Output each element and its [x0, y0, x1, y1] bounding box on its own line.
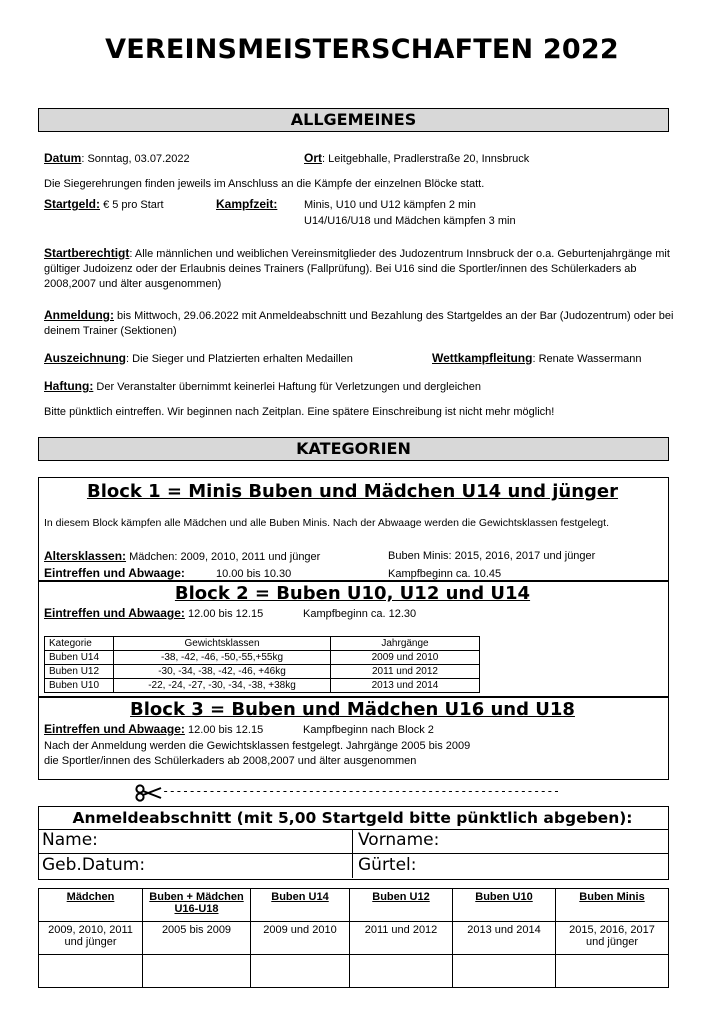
block1-eintreffen-value: 10.00 bis 10.30 [216, 568, 292, 580]
table-cell: -30, -34, -38, -42, -46, +46kg [114, 665, 331, 679]
header-gewichtsklassen: Gewichtsklassen [114, 637, 331, 651]
block3-eintreffen-line [44, 722, 263, 737]
altersklassen-line [44, 549, 320, 564]
checkbox-cell-u14[interactable] [251, 955, 350, 988]
table-cell: 2015, 2016, 2017 und jünger [556, 922, 669, 955]
startgeld-label: Startgeld: [44, 197, 101, 211]
checkbox-cell-minis[interactable] [556, 955, 669, 988]
block2-kampfbeginn: Kampfbeginn ca. 12.30 [303, 608, 417, 620]
wettkampfleitung-value: : Renate Wassermann [532, 353, 642, 365]
header-buben-u14: Buben U14 [251, 889, 350, 922]
table-row [45, 665, 480, 679]
form-divider [38, 829, 669, 830]
startgeld-line [44, 197, 164, 212]
anmeldung-text1: bis Mittwoch, 29.06.2022 mit Anmeldeabschnitt und Bezahlung des Startgeldes an der Bar (Judozentrum) oder bei [114, 310, 674, 322]
ort-line [304, 151, 529, 166]
datum-line [44, 151, 190, 166]
block3-line1: Nach der Anmeldung werden die Gewichtsklassen festgelegt. Jahrgänge 2005 bis 2009 [44, 740, 471, 752]
table-row [45, 651, 480, 665]
section-heading-kategorien: KATEGORIEN [38, 437, 669, 461]
section-heading-allgemeines: ALLGEMEINES [38, 108, 669, 132]
block1-kampfbeginn: Kampfbeginn ca. 10.45 [388, 568, 502, 580]
checkbox-cell-u16-u18[interactable] [143, 955, 251, 988]
header-u16-u18: Buben + Mädchen U16-U18 [143, 889, 251, 922]
form-divider [38, 853, 669, 854]
kampfzeit-label: Kampfzeit: [216, 197, 278, 211]
wettkampfleitung-line [432, 351, 641, 366]
table-cell: 2009 und 2010 [331, 651, 480, 665]
checkbox-cell-u10[interactable] [453, 955, 556, 988]
registration-entry-row[interactable] [39, 955, 669, 988]
block3-heading: Block 3 = Buben und Mädchen U16 und U18 [130, 699, 575, 720]
header-buben-u12: Buben U12 [350, 889, 453, 922]
table-cell: 2011 und 2012 [350, 922, 453, 955]
haftung-value: Der Veranstalter übernimmt keinerlei Haftung für Verletzungen und dergleichen [93, 381, 481, 393]
block3-eintreffen-label: Eintreffen und Abwaage: [44, 722, 185, 736]
block1-eintreffen-label: Eintreffen und Abwaage: [44, 566, 185, 580]
auszeichnung-label: Auszeichnung [44, 351, 127, 365]
startberechtigt-label: Startberechtigt [44, 246, 130, 260]
page-title: VEREINSMEISTERSCHAFTEN 2022 [105, 34, 619, 65]
datum-value: : Sonntag, 03.07.2022 [81, 153, 190, 165]
startgeld-value: € 5 pro Start [103, 199, 164, 211]
block3-kampfbeginn: Kampfbeginn nach Block 2 [303, 724, 434, 736]
startberechtigt-line2: gültiger Judoizenz oder der Erlaubnis deines Trainers (Fallprüfung). Bei U16 sind die Sportler/innen des Schülerkaders ab [44, 263, 637, 275]
header-buben-minis: Buben Minis [556, 889, 669, 922]
auszeichnung-value: : Die Sieger und Platzierten erhalten Medaillen [126, 353, 353, 365]
startberechtigt-text1: : Alle männlichen und weiblichen Vereinsmitglieder des Judozentrum Innsbruck der o.a. Geburtenjahrgänge mit [129, 248, 670, 260]
block2-table [44, 636, 480, 693]
table-row [45, 679, 480, 693]
ort-value: : Leitgebhalle, Pradlerstraße 20, Innsbruck [322, 153, 530, 165]
header-maedchen: Mädchen [39, 889, 143, 922]
block3-line2: die Sportler/innen des Schülerkaders ab 2008,2007 und älter ausgenommen [44, 755, 417, 767]
haftung-line [44, 379, 481, 394]
buben-minis-years: Buben Minis: 2015, 2016, 2017 und jünger [388, 550, 596, 562]
geb-datum-field[interactable]: Geb.Datum: [42, 855, 146, 875]
table-cell: Buben U10 [45, 679, 114, 693]
cut-line: ------------------------------------------------------------ [162, 784, 560, 798]
altersklassen-value: Mädchen: 2009, 2010, 2011 und jünger [126, 551, 321, 563]
scissors-icon [134, 784, 162, 807]
table-cell: Buben U14 [45, 651, 114, 665]
anmeldung-line1 [44, 308, 674, 323]
datum-label: Datum [44, 151, 82, 165]
block2-eintreffen-label: Eintreffen und Abwaage: [44, 606, 185, 620]
table-header-row [45, 637, 480, 651]
header-kategorie: Kategorie [45, 637, 114, 651]
ort-label: Ort [304, 151, 322, 165]
form-divider [352, 829, 353, 878]
name-field[interactable]: Name: [42, 830, 98, 850]
checkbox-cell-maedchen[interactable] [39, 955, 143, 988]
siegerehrung-text: Die Siegerehrungen finden jeweils im Anschluss an die Kämpfe der einzelnen Blöcke statt. [44, 178, 485, 190]
kampfzeit-line1: Minis, U10 und U12 kämpfen 2 min [304, 199, 476, 211]
hinweis-text: Bitte pünktlich eintreffen. Wir beginnen nach Zeitplan. Eine spätere Einschreibung ist nicht mehr möglich! [44, 406, 555, 418]
wettkampfleitung-label: Wettkampfleitung [432, 351, 533, 365]
block1-heading: Block 1 = Minis Buben und Mädchen U14 und jünger [86, 481, 619, 502]
registration-years-row [39, 922, 669, 955]
header-jahrgaenge: Jahrgänge [331, 637, 480, 651]
kampfzeit-line2: U14/U16/U18 und Mädchen kämpfen 3 min [304, 215, 516, 227]
block2-eintreffen-value: 12.00 bis 12.15 [184, 608, 264, 620]
block3-eintreffen-value: 12.00 bis 12.15 [184, 724, 264, 736]
kampfzeit-label-wrap [216, 197, 277, 212]
altersklassen-label: Altersklassen: [44, 549, 127, 563]
registration-header-row [39, 889, 669, 922]
header-buben-u10: Buben U10 [453, 889, 556, 922]
haftung-label: Haftung: [44, 379, 94, 393]
table-cell: 2011 und 2012 [331, 665, 480, 679]
anmeldung-label: Anmeldung: [44, 308, 114, 322]
registration-table [38, 888, 669, 988]
block2-heading: Block 2 = Buben U10, U12 und U14 [174, 583, 531, 604]
anmeldung-line2: deinem Trainer (Sektionen) [44, 325, 177, 337]
auszeichnung-line [44, 351, 353, 366]
block1-intro: In diesem Block kämpfen alle Mädchen und alle Buben Minis. Nach der Abwaage werden die Gewichtsklassen festgelegt. [44, 517, 609, 529]
startberechtigt-line1 [44, 246, 670, 261]
table-cell: 2013 und 2014 [453, 922, 556, 955]
anmeldeabschnitt-heading: Anmeldeabschnitt (mit 5,00 Startgeld bitte pünktlich abgeben): [72, 809, 633, 827]
table-cell: 2005 bis 2009 [143, 922, 251, 955]
table-cell: 2009, 2010, 2011 und jünger [39, 922, 143, 955]
vorname-field[interactable]: Vorname: [358, 830, 440, 850]
block2-eintreffen-line [44, 606, 263, 621]
table-cell: 2009 und 2010 [251, 922, 350, 955]
table-cell: Buben U12 [45, 665, 114, 679]
startberechtigt-line3: 2008,2007 und älter ausgenommen) [44, 278, 222, 290]
table-cell: -22, -24, -27, -30, -34, -38, +38kg [114, 679, 331, 693]
checkbox-cell-u12[interactable] [350, 955, 453, 988]
guertel-field[interactable]: Gürtel: [358, 855, 417, 875]
table-cell: 2013 und 2014 [331, 679, 480, 693]
table-cell: -38, -42, -46, -50,-55,+55kg [114, 651, 331, 665]
